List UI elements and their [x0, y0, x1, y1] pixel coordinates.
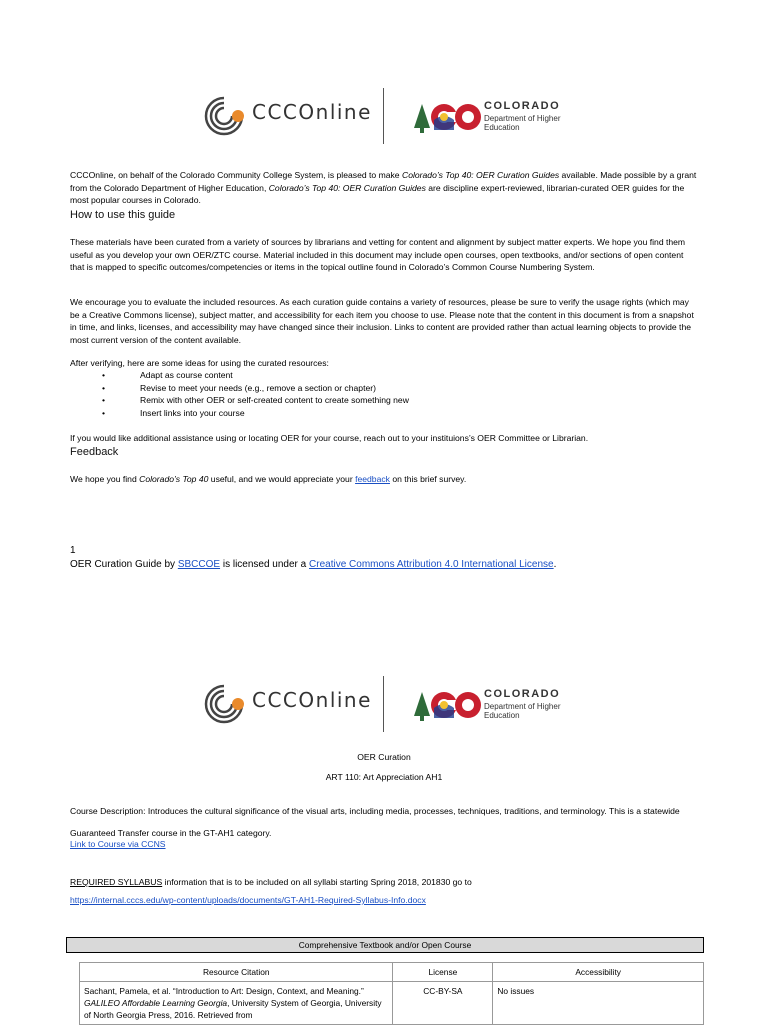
colorado-tree-co-icon	[412, 100, 482, 136]
how-to-paragraph-2: We encourage you to evaluate the included resources. As each curation guide contains a variety of resources, please be sure to verify the usage rights (which may be a Creative Commons license), subject matter, and accessibility for each item you choose to use. Please note that the content in this document is from a snapshot in time, and links, licenses, and accessibility may have changed since their inclusion. Links to content are provided rather than actual learning objects to provide the most current version of the content available.	[70, 297, 694, 345]
ccns-link[interactable]: Link to Course via CCNS	[70, 839, 166, 849]
feedback-link[interactable]: feedback	[355, 474, 390, 484]
header-logos-page-2	[0, 676, 768, 746]
how-to-heading: How to use this guide	[70, 209, 176, 221]
ccns-link-row	[70, 838, 700, 851]
license-cell: CC-BY-SA	[393, 982, 493, 1025]
logo-divider	[383, 88, 384, 144]
section-header: Comprehensive Textbook and/or Open Course	[66, 937, 704, 953]
resource-citation-cell: Sachant, Pamela, et al. “Introduction to Art: Design, Context, and Meaning.” GALILEO Affordable Learning Georgia, University System of Georgia, University of North Georgia Press, 2016. Retrieved from	[80, 982, 393, 1025]
sbccoe-link[interactable]: SBCCOE	[177, 559, 221, 570]
ccconline-name: CCCOnline	[252, 100, 372, 124]
list-item: • Revise to meet your needs (e.g., remove a section or chapter)	[102, 382, 409, 395]
colorado-dhe-logo	[412, 688, 572, 728]
list-item: • Adapt as course content	[102, 369, 409, 382]
ccconline-swirl-icon	[202, 94, 250, 138]
column-header: Accessibility	[493, 963, 704, 982]
list-item: • Insert links into your course	[102, 407, 409, 420]
syllabus-label: REQUIRED SYLLABUS	[70, 877, 163, 887]
colorado-title: COLORADO	[484, 688, 561, 700]
ccconline-logo	[202, 682, 372, 726]
header-logos	[0, 88, 768, 158]
colorado-subtitle: Department of Higher Education	[484, 702, 561, 720]
syllabus-url-link[interactable]: https://internal.cccs.edu/wp-content/uploads/documents/GT-AH1-Required-Syllabus-Info.docx	[70, 895, 426, 905]
table-header-row	[80, 963, 704, 982]
logo-divider	[383, 676, 384, 732]
assistance-paragraph: If you would like additional assistance using or locating OER for your course, reach out to your instituions’s OER Committee or Librarian.	[70, 433, 589, 443]
course-description: Course Description: Introduces the cultural significance of the visual arts, including media, processes, techniques, traditions, and terminology. This is a statewide Guaranteed Transfer course in the GT-AH1 category.	[70, 806, 680, 838]
column-header: License	[393, 963, 493, 982]
colorado-dhe-logo	[412, 100, 572, 140]
resource-table	[79, 962, 704, 1025]
ideas-list	[102, 369, 409, 419]
list-item: • Remix with other OER or self-created content to create something new	[102, 394, 409, 407]
how-to-paragraph-1: These materials have been curated from a variety of sources by librarians and vetting for content and alignment by subject matter experts. We hope you find them useful as you develop your own OER/ZTC course. Material included in this document may include open courses, open textbooks, and/or sections of open content that is mapped to specific outcomes/competencies or items in the topical outline found in Colorado’s Common Course Numbering System.	[70, 237, 686, 272]
course-title: ART 110: Art Appreciation AH1	[325, 772, 443, 782]
syllabus-url-row	[70, 894, 700, 907]
how-to-paragraph-3: After verifying, here are some ideas for using the curated resources:	[70, 358, 329, 368]
footnote-number: 1	[70, 545, 76, 556]
feedback-heading: Feedback	[70, 446, 119, 458]
feedback-paragraph: We hope you find Colorado’s Top 40 useful, and we would appreciate your feedback on this brief survey.	[70, 474, 467, 484]
table-row	[80, 982, 704, 1025]
column-header: Resource Citation	[80, 963, 393, 982]
ccconline-logo	[202, 94, 372, 138]
license-footnote: OER Curation Guide by SBCCOE is licensed under a Creative Commons Attribution 4.0 International License.	[70, 559, 557, 570]
ccconline-name: CCCOnline	[252, 688, 372, 712]
ccconline-swirl-icon	[202, 682, 250, 726]
colorado-subtitle: Department of Higher Education	[484, 114, 561, 132]
cc-license-link[interactable]: Creative Commons Attribution 4.0 International License	[309, 559, 554, 570]
oer-curation-title: OER Curation	[357, 752, 411, 762]
colorado-tree-co-icon	[412, 688, 482, 724]
accessibility-cell: No issues	[493, 982, 704, 1025]
syllabus-paragraph: REQUIRED SYLLABUS information that is to be included on all syllabi starting Spring 2018, 201830 go to	[70, 877, 472, 887]
intro-paragraph: CCCOnline, on behalf of the Colorado Community College System, is pleased to make Colorado’s Top 40: OER Curation Guides available. Made possible by a grant from the Colorado Department of Higher Education, Colorado’s Top 40: OER Curation Guides are discipline expert-reviewed, librarian-curated OER guides for the most popular courses in Colorado.	[70, 170, 697, 205]
colorado-title: COLORADO	[484, 100, 561, 112]
